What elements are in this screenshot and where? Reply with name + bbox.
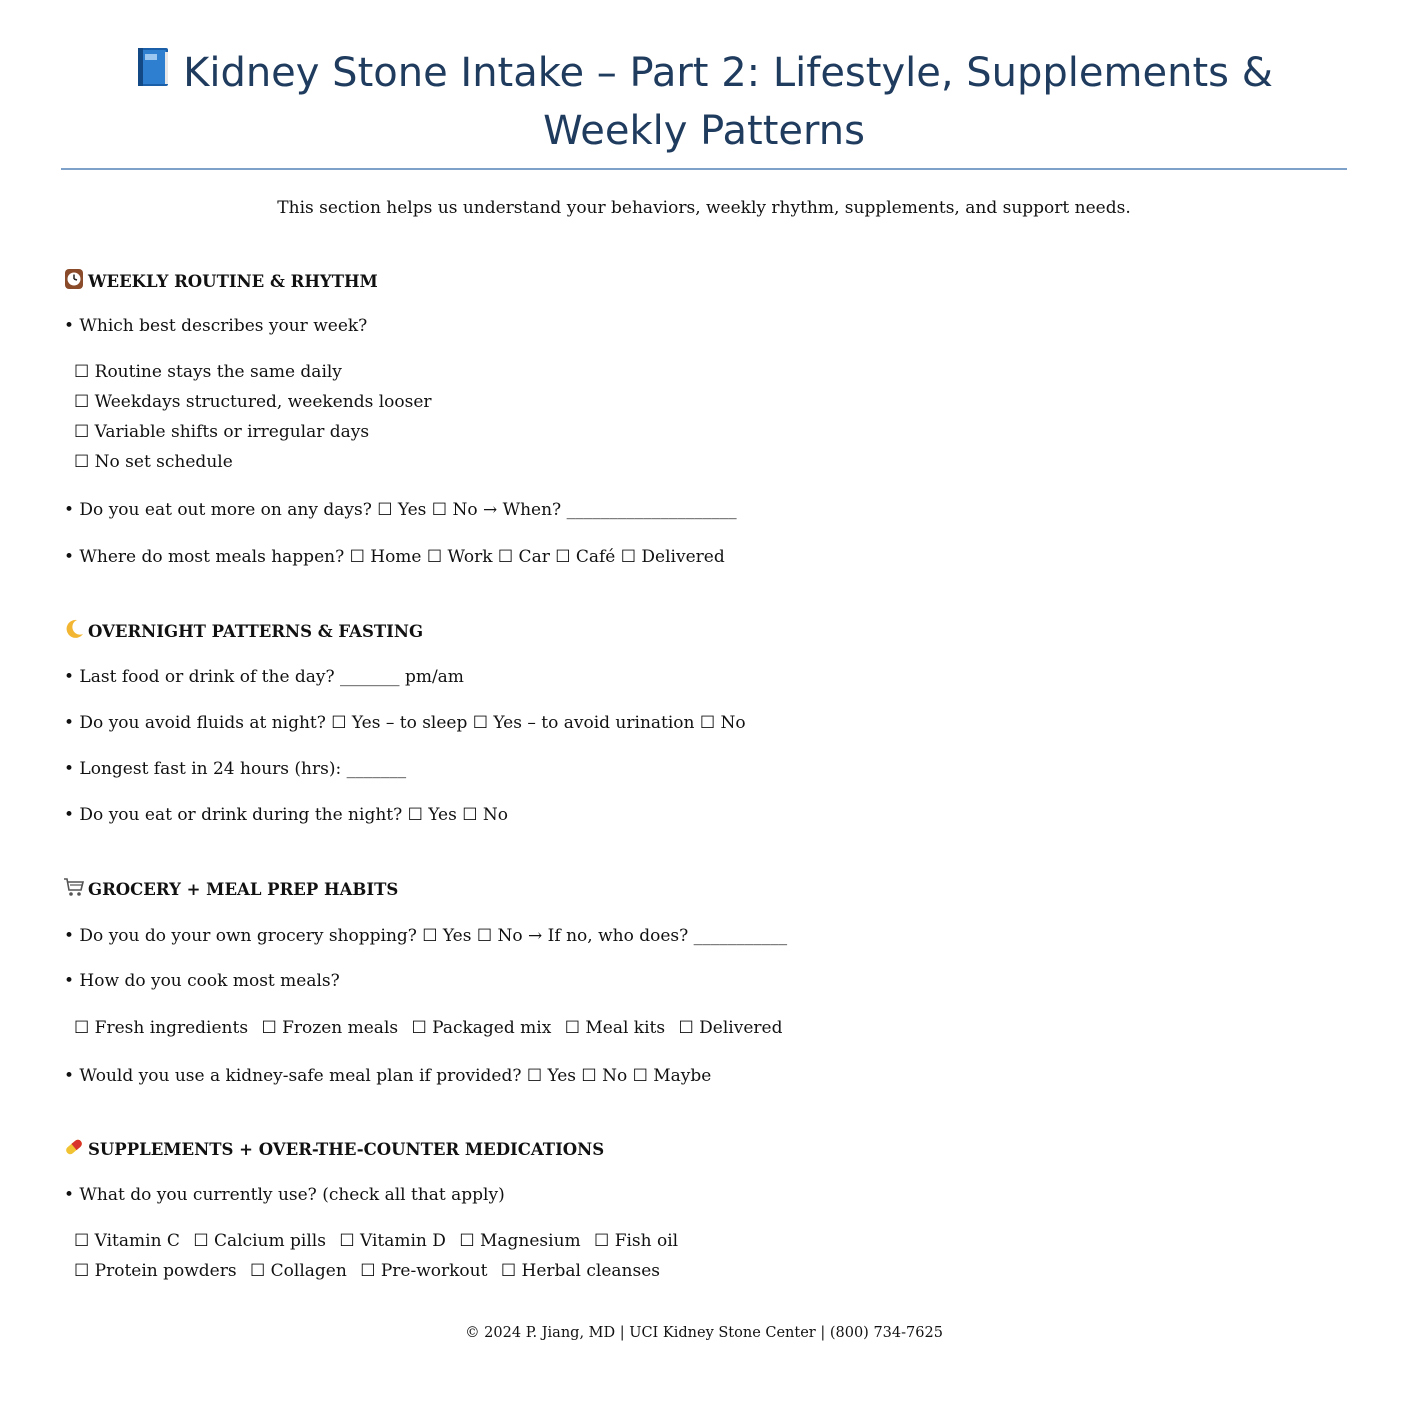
question-avoid-fluids[interactable]: • Do you avoid fluids at night? ☐ Yes – to sleep ☐ Yes – to avoid urination ☐ No	[64, 713, 746, 733]
question-longest-fast[interactable]: • Longest fast in 24 hours (hrs): _______	[64, 759, 407, 779]
title-divider	[61, 168, 1347, 170]
checkbox-weekdays-structured[interactable]: ☐ Weekdays structured, weekends looser	[74, 392, 432, 412]
checkbox-delivered[interactable]: ☐ Delivered	[678, 1018, 783, 1038]
checkbox-vitamin-c[interactable]: ☐ Vitamin C	[74, 1231, 180, 1251]
intro-text: This section helps us understand your behaviors, weekly rhythm, supplements, and support needs.	[277, 198, 1131, 218]
footer: © 2024 P. Jiang, MD | UCI Kidney Stone Center | (800) 734-7625	[465, 1325, 943, 1341]
question-grocery-shopping[interactable]: • Do you do your own grocery shopping? ☐ Yes ☐ No → If no, who does? ___________	[64, 926, 788, 946]
supplement-options-row-1	[74, 1231, 678, 1251]
section-heading-overnight: OVERNIGHT PATTERNS & FASTING	[63, 618, 423, 641]
question-supplements: • What do you currently use? (check all that apply)	[64, 1185, 505, 1205]
checkbox-protein-powders[interactable]: ☐ Protein powders	[74, 1261, 237, 1281]
checkbox-magnesium[interactable]: ☐ Magnesium	[459, 1231, 581, 1251]
checkbox-no-schedule[interactable]: ☐ No set schedule	[74, 452, 233, 472]
shopping-cart-icon	[63, 876, 85, 898]
supplement-options-row-2	[74, 1261, 660, 1281]
checkbox-meal-kits[interactable]: ☐ Meal kits	[564, 1018, 666, 1038]
section-heading-weekly: WEEKLY ROUTINE & RHYTHM	[63, 268, 378, 291]
question-eat-out[interactable]: • Do you eat out more on any days? ☐ Yes ☐ No → When? ____________________	[64, 500, 737, 520]
question-night-eating[interactable]: • Do you eat or drink during the night? ☐ Yes ☐ No	[64, 805, 508, 825]
checkbox-frozen-meals[interactable]: ☐ Frozen meals	[261, 1018, 399, 1038]
checkbox-fish-oil[interactable]: ☐ Fish oil	[594, 1231, 679, 1251]
checkbox-packaged-mix[interactable]: ☐ Packaged mix	[411, 1018, 552, 1038]
page-title	[60, 44, 1348, 160]
crescent-moon-icon	[63, 618, 85, 640]
cook-options-row	[74, 1018, 782, 1038]
checkbox-variable-shifts[interactable]: ☐ Variable shifts or irregular days	[74, 422, 370, 442]
checkbox-routine-same[interactable]: ☐ Routine stays the same daily	[74, 362, 342, 382]
question-cook-meals: • How do you cook most meals?	[64, 971, 340, 991]
section-heading-grocery: GROCERY + MEAL PREP HABITS	[63, 876, 398, 899]
checkbox-pre-workout[interactable]: ☐ Pre-workout	[360, 1261, 488, 1281]
section-heading-supplements: SUPPLEMENTS + OVER-THE-COUNTER MEDICATIONS	[63, 1136, 604, 1159]
question-week: • Which best describes your week?	[64, 316, 368, 336]
page-title-text: Kidney Stone Intake – Part 2: Lifestyle, Supplements & Weekly Patterns	[183, 50, 1273, 154]
pill-icon	[63, 1136, 85, 1158]
question-meal-plan[interactable]: • Would you use a kidney-safe meal plan if provided? ☐ Yes ☐ No ☐ Maybe	[64, 1066, 712, 1086]
checkbox-vitamin-d[interactable]: ☐ Vitamin D	[339, 1231, 446, 1251]
checkbox-herbal-cleanses[interactable]: ☐ Herbal cleanses	[500, 1261, 660, 1281]
question-meal-location[interactable]: • Where do most meals happen? ☐ Home ☐ Work ☐ Car ☐ Café ☐ Delivered	[64, 547, 725, 567]
clock-icon	[63, 268, 85, 290]
checkbox-collagen[interactable]: ☐ Collagen	[250, 1261, 347, 1281]
checkbox-calcium-pills[interactable]: ☐ Calcium pills	[193, 1231, 326, 1251]
book-icon	[135, 46, 171, 88]
checkbox-fresh-ingredients[interactable]: ☐ Fresh ingredients	[74, 1018, 249, 1038]
question-last-food[interactable]: • Last food or drink of the day? _______ pm/am	[64, 667, 464, 687]
